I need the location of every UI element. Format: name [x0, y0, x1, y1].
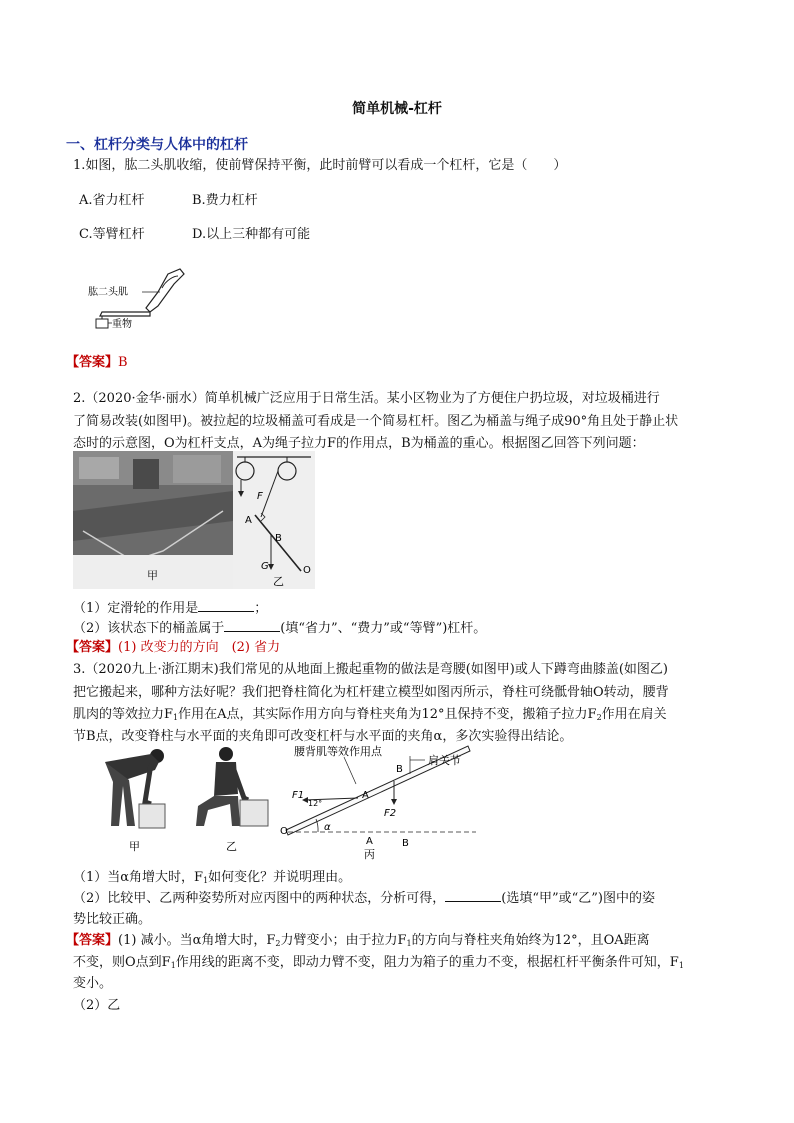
q2-fig-yi-label: 乙: [273, 575, 284, 588]
q3-fig-yi-label: 乙: [226, 840, 237, 853]
q2-fig-jia-label: 甲: [147, 569, 158, 582]
q2-stem-line-3: 态时的示意图，O为杠杆支点，A为绳子拉力F的作用点，B为桶盖的重心。根据图乙回答下列问题：: [73, 436, 645, 451]
q3-fig-O-label: O: [280, 826, 288, 837]
q2-diagram-yi: [233, 451, 315, 589]
q1-arm-figure: [88, 266, 198, 332]
q2-stem-line-2: 了简易改装(如图甲)。被拉起的垃圾桶盖可看成是一个简易杠杆。图乙为桶盖与绳子成90°角且处于静止状: [73, 414, 679, 429]
q3-sub-question-2-cont: 势比较正确。: [73, 912, 152, 927]
q3-figure-yi: [186, 742, 274, 854]
q3-fig-B-label: B: [396, 764, 403, 775]
q3-answer-line-2: [73, 951, 684, 970]
answer-tag: 【答案】: [66, 355, 119, 370]
q3-figure-bing: [280, 742, 480, 860]
q2-sub-1-blank: [198, 601, 254, 612]
q2-sub-1: [73, 597, 267, 616]
q3-ans-1a: (1) 减小。当α角增大时，F: [118, 933, 276, 948]
q1-fig-muscle-label: 肱二头肌: [88, 287, 128, 298]
q3-stem-line-1: 3.（2020九上·浙江期末)我们常见的从地面上搬起重物的做法是弯腰(如图甲)或人下蹲弯曲膝盖(如图乙): [73, 662, 668, 677]
q3-ans-1b: 力臂变小；由于拉力F: [280, 933, 407, 948]
subscript: 2: [275, 939, 281, 948]
q3-sub-2-blank: [445, 891, 501, 902]
q2-photo-jia: [73, 451, 233, 589]
q2-answer: [66, 636, 280, 655]
q2-fig-O-label: O: [303, 565, 311, 576]
subscript: 1: [170, 961, 176, 970]
q1-answer-value: B: [118, 355, 128, 370]
q2-stem-line-1: 2.（2020·金华·丽水）简单机械广泛应用于日常生活。某小区物业为了方便住户扔垃圾，对垃圾桶进行: [73, 391, 660, 406]
q3-sub-question-2: [73, 887, 655, 906]
q2-sub-1-text: （1）定滑轮的作用是: [73, 601, 199, 616]
q3-answer-line-4: （2）乙: [73, 998, 121, 1013]
q3-stem-line-3: [73, 703, 667, 722]
q1-answer: [66, 351, 128, 370]
q3-sub-1-part-b: 如何变化？并说明理由。: [208, 870, 352, 885]
q2-fig-F-label: F: [257, 491, 263, 502]
q2-sub-2-tail: (填“省力”、“费力”或“等臂”)杠杆。: [280, 621, 487, 636]
q3-sub-2-part-a: （2）比较甲、乙两种姿势所对应丙图中的两种状态，分析可得，: [73, 891, 446, 906]
q3-fig-bing-label: 丙: [364, 848, 375, 860]
q2-answer-value: (1) 改变力的方向 (2) 省力: [118, 640, 281, 655]
q3-fig-F2-label: F2: [384, 808, 397, 819]
q2-fig-B-label: B: [275, 533, 282, 544]
subscript: 1: [173, 713, 179, 722]
q2-fig-A-label: A: [245, 515, 252, 526]
answer-tag: 【答案】: [66, 640, 119, 655]
q2-sub-2-text: （2）该状态下的桶盖属于: [73, 621, 225, 636]
q3-fig-waist-label: 腰背肌等效作用点: [294, 745, 382, 758]
q3-ans-2a: 不变，则O点到F: [73, 955, 171, 970]
q3-fig-B-axis-label: B: [402, 838, 409, 849]
q3-figure-jia: [95, 742, 175, 854]
q3-fig-A-axis-label: A: [366, 836, 373, 847]
q1-fig-weight-label: 重物: [112, 319, 132, 330]
q3-ans-2b: 作用线的距离不变，即动力臂不变，阻力为箱子的重力不变，根据杠杆平衡条件可知，F: [175, 955, 679, 970]
q3-stem-line-2: 把它搬起来，哪种方法好呢？我们把脊柱简化为杠杆建立模型如图丙所示，脊柱可绕骶骨轴O转动，腰背: [73, 685, 669, 700]
subscript: 1: [203, 876, 209, 885]
q3-line-3-part-a: 肌肉的等效拉力F: [73, 707, 174, 722]
q3-ans-1c: 的方向与脊柱夹角始终为12°，且OA距离: [411, 933, 650, 948]
answer-tag: 【答案】: [66, 933, 119, 948]
q3-fig-angle-label: 12°: [308, 799, 323, 808]
q3-sub-2-part-b: (选填“甲”或“乙”)图中的姿: [501, 891, 656, 906]
q2-sub-2-blank: [224, 621, 280, 632]
section-heading: 一、杠杆分类与人体中的杠杆: [66, 137, 248, 153]
q1-option-a: A.省力杠杆: [79, 193, 145, 208]
subscript: 1: [406, 939, 412, 948]
q3-sub-1-part-a: （1）当α角增大时，F: [73, 870, 204, 885]
page-title: 简单机械-杠杆: [352, 101, 442, 117]
q2-fig-G-label: G: [261, 561, 269, 572]
q1-stem: 1.如图，肱二头肌收缩，使前臂保持平衡，此时前臂可以看成一个杠杆，它是（ ）: [73, 158, 567, 173]
q3-fig-alpha-label: α: [324, 822, 331, 833]
q3-sub-question-1: [73, 866, 351, 885]
q3-fig-jia-label: 甲: [129, 840, 140, 853]
q3-fig-F1-label: F1: [292, 790, 305, 801]
q3-fig-shoulder-label: 肩关节: [428, 754, 461, 767]
q1-option-d: D.以上三种都有可能: [192, 227, 311, 242]
subscript: 1: [678, 961, 684, 970]
q1-option-b: B.费力杠杆: [192, 193, 258, 208]
q1-option-c: C.等臂杠杆: [79, 227, 145, 242]
q3-fig-A-label: A: [362, 790, 369, 801]
q3-line-3-part-b: 作用在A点，其实际作用方向与脊柱夹角为12°且保持不变，搬箱子拉力F: [178, 707, 597, 722]
q3-answer-line-3: 变小。: [73, 976, 113, 991]
q3-answer-line-1: [66, 929, 650, 948]
subscript: 2: [596, 713, 602, 722]
q2-sub-1-tail: ；: [254, 601, 268, 616]
q3-line-3-part-c: 作用在肩关: [601, 707, 667, 722]
q3-stem-line-4: 节B点，改变脊柱与水平面的夹角即可改变杠杆与水平面的夹角α，多次实验得出结论。: [73, 729, 573, 744]
q2-sub-2: [73, 617, 486, 636]
